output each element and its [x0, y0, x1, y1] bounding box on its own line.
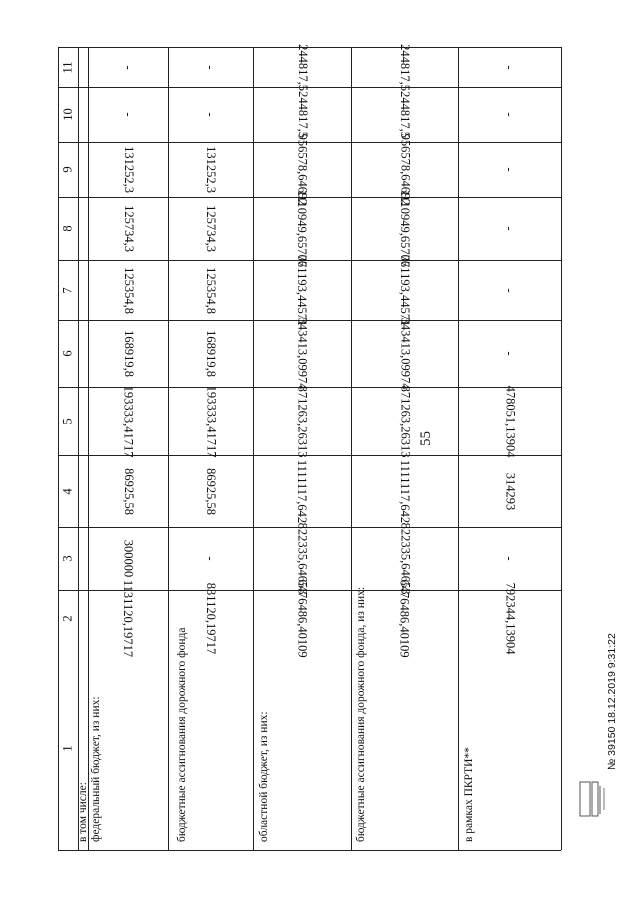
table-cell: 1110949,65706 — [295, 189, 310, 268]
table-cell: 822335,64653 — [295, 522, 310, 595]
table-cell: 193333,41717 — [121, 385, 136, 457]
row-label: федеральный бюджет, из них: — [90, 696, 102, 842]
table-cell: 1131120,19717 — [121, 579, 136, 658]
table-cell: 193333,41717 — [204, 385, 218, 457]
table-cell: 871263,26313 — [295, 385, 310, 457]
table-cell: 125354,8 — [204, 266, 218, 314]
row-label: в том числе: — [77, 782, 89, 842]
table-cell: 871263,26313 — [398, 385, 412, 457]
table-cell: 1111117,642 — [295, 459, 310, 523]
table-cell: - — [502, 351, 517, 356]
table-cell: 244817,5 — [398, 91, 412, 138]
table-cell: - — [502, 287, 517, 293]
table-cell: 125734,3 — [121, 205, 136, 252]
col-number: 1 — [60, 745, 75, 752]
col-number: 8 — [60, 225, 75, 232]
table-cell: 6476486,40109 — [295, 579, 310, 658]
table-cell: 771193,44571 — [397, 254, 412, 326]
table-cell: - — [502, 556, 517, 561]
doc-registry-stamp-icon — [576, 780, 612, 820]
table-cell: - — [203, 64, 218, 70]
table-cell: 125734,3 — [204, 205, 218, 252]
table-cell: 956578,64692 — [398, 133, 412, 206]
col-number: 10 — [60, 108, 75, 121]
table-cell: - — [121, 64, 136, 70]
table-cell: 131252,3 — [204, 146, 218, 193]
table-cell: 343413,09974 — [398, 317, 412, 390]
table-cell: 831120,19717 — [203, 582, 218, 655]
col-number: 3 — [60, 555, 75, 562]
col-number: 7 — [60, 286, 75, 294]
table-cell: 343413,09974 — [295, 317, 310, 390]
col-number: 9 — [60, 166, 75, 173]
table-cell: - — [502, 226, 517, 231]
table-cell: 244817,5 — [295, 43, 310, 91]
registration-stamp: № 39150 18.12.2019 9:31:22 — [606, 633, 618, 770]
table-cell: 6476486,40109 — [398, 579, 412, 658]
table-cell: 244817,5 — [398, 43, 412, 91]
table-cell: 956578,64692 — [295, 133, 310, 206]
table-cell: 168919,8 — [204, 330, 218, 377]
table-cell: - — [502, 112, 517, 117]
row-label: бюджетные ассигнования дорожного фонда — [176, 627, 188, 842]
table-cell: 131252,3 — [121, 146, 136, 193]
table-cell: 1110949,65706 — [397, 189, 412, 268]
table-cell: 1111117,642 — [398, 459, 412, 523]
table-cell: 792344,13904 — [503, 582, 517, 655]
table-cell: 771193,44571 — [295, 254, 310, 326]
table-cell: - — [203, 556, 218, 561]
budget-table — [58, 43, 561, 850]
table-cell: - — [502, 64, 517, 70]
table-cell: 125354,8 — [121, 266, 136, 314]
row-label: в рамках ПКРТИ** — [463, 747, 475, 842]
table-cell: 300000 — [121, 539, 136, 578]
col-number: 4 — [60, 487, 75, 495]
table-cell: 86925,58 — [204, 467, 218, 515]
row-label: областной бюджет, из них: — [258, 711, 270, 842]
page-number: 55 — [418, 431, 434, 446]
row-label: бюджетные ассигнования дорожного фонда, из них: — [355, 586, 367, 842]
table-cell: 822335,64653 — [398, 522, 412, 595]
col-number: 2 — [60, 615, 75, 622]
table-cell: - — [121, 112, 136, 117]
table-cell: 478051,13904 — [503, 385, 517, 457]
col-number: 6 — [60, 350, 75, 357]
table-cell: 86925,58 — [121, 467, 136, 515]
table-cell: - — [203, 112, 218, 117]
table-cell: 314293 — [503, 472, 517, 510]
table-cell: - — [502, 167, 517, 172]
col-number: 11 — [60, 60, 75, 74]
table-cell: 168919,8 — [121, 330, 136, 377]
col-number: 5 — [60, 417, 75, 425]
table-cell: 244817,5 — [295, 91, 310, 138]
